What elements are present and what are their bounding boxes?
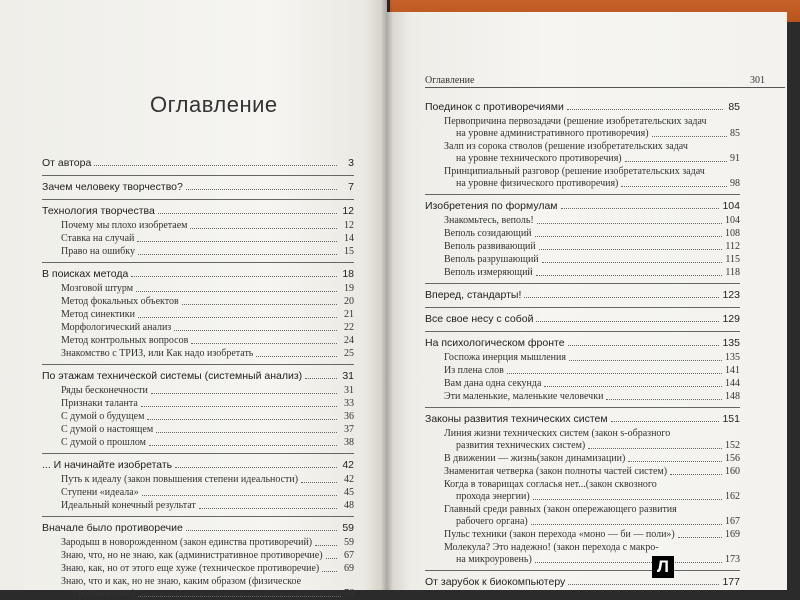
toc-section[interactable]: Метод синектики 21 (61, 309, 354, 320)
toc-chapter[interactable]: Вперед, стандарты! 123 (425, 283, 740, 303)
toc-section[interactable]: В движении — жизнь(закон динамизации) 156 (444, 453, 740, 464)
toc-heading: Оглавление (150, 92, 278, 117)
toc-section[interactable]: Веполь разрушающий 115 (444, 254, 740, 265)
watermark-logo-icon: Л (652, 556, 674, 578)
toc-section[interactable]: Ступени «идеала» 45 (61, 487, 354, 498)
toc-chapter[interactable]: От автора 3 (42, 157, 354, 169)
toc-section[interactable]: С думой о будущем 36 (61, 411, 354, 422)
toc-section[interactable]: Эти маленькие, маленькие человечки 148 (444, 391, 740, 402)
toc-section[interactable]: Морфологический анализ 22 (61, 322, 354, 333)
toc-chapter[interactable]: От зарубок к биокомпьютеру 177 (425, 570, 740, 590)
toc-section-multiline[interactable]: Когда в товарищах согласья нет...(закон сквозного прохода энергии) 162 (444, 479, 740, 502)
toc-section[interactable]: С думой о настоящем 37 (61, 424, 354, 435)
toc-chapter[interactable]: Все свое несу с собой 129 (425, 307, 740, 327)
toc-chapter[interactable]: Технология творчества 12 (42, 199, 354, 219)
toc-chapter[interactable]: ... И начинайте изобретать 42 (42, 453, 354, 473)
toc-section[interactable]: Знакомьтесь, веполь! 104 (444, 215, 740, 226)
toc-section[interactable]: Знаю, как, но от этого еще хуже (техническое противоречие) 69 (61, 563, 354, 574)
toc-section[interactable]: Почему мы плохо изобретаем 12 (61, 220, 354, 231)
toc-chapter[interactable]: Вначале было противоречие 59 (42, 516, 354, 536)
toc-section[interactable]: Пульс техники (закон перехода «моно — би — поли») 169 (444, 529, 740, 540)
toc-left-list (42, 152, 354, 600)
toc-section[interactable]: Веполь развивающий 112 (444, 241, 740, 252)
toc-section-multiline[interactable]: Принципиальный разговор (решение изобретательских задач на уровне физического противоречия) 98 (444, 166, 740, 189)
toc-section-multiline[interactable]: Главный среди равных (закон опережающего развития рабочего органа) 167 (444, 504, 740, 527)
toc-right-list (425, 96, 740, 590)
toc-section[interactable]: Из плена слов 141 (444, 365, 740, 376)
toc-section-multiline[interactable]: Знаю, что и как, но не знаю, каким образом (физическое противоречие) 76 (61, 576, 354, 599)
toc-section[interactable]: С думой о прошлом 38 (61, 437, 354, 448)
toc-section[interactable]: Мозговой штурм 19 (61, 283, 354, 294)
toc-chapter[interactable]: На психологическом фронте 135 (425, 331, 740, 351)
toc-section[interactable]: Ряды бесконечности 31 (61, 385, 354, 396)
toc-chapter[interactable]: Законы развития технических систем 151 (425, 407, 740, 427)
toc-section[interactable]: Знакомство с ТРИЗ, или Как надо изобретать 25 (61, 348, 354, 359)
page-number: 301 (750, 75, 765, 86)
toc-section[interactable]: Вам дана одна секунда 144 (444, 378, 740, 389)
toc-section[interactable]: Признаки таланта 33 (61, 398, 354, 409)
toc-chapter[interactable]: В поисках метода 18 (42, 262, 354, 282)
toc-section-multiline[interactable]: Залп из сорока стволов (решение изобретательских задач на уровне технического противоречия) 91 (444, 141, 740, 164)
running-head (425, 75, 785, 88)
toc-section[interactable]: Знаменитая четверка (закон полноты частей систем) 160 (444, 466, 740, 477)
toc-section[interactable]: Метод фокальных объектов 20 (61, 296, 354, 307)
toc-section[interactable]: Зародыш в новорожденном (закон единства противоречий) 59 (61, 537, 354, 548)
toc-chapter[interactable]: Зачем человеку творчество? 7 (42, 175, 354, 195)
toc-section[interactable]: Идеальный конечный результат 48 (61, 500, 354, 511)
book-spine-shadow (381, 0, 393, 590)
toc-section[interactable]: Госпожа инерция мышления 135 (444, 352, 740, 363)
toc-chapter[interactable]: По этажам технической системы (системный анализ) 31 (42, 364, 354, 384)
toc-section-multiline[interactable]: Первопричина первозадачи (решение изобретательских задач на уровне административного противоречия) 85 (444, 116, 740, 139)
toc-section-multiline[interactable]: Молекула? Это надежно! (закон перехода с макро- на микроуровень) 173 (444, 542, 740, 565)
running-head-title: Оглавление (425, 75, 475, 86)
toc-section-multiline[interactable]: Линия жизни технических систем (закон s-образного развития технических систем) 152 (444, 428, 740, 451)
toc-section[interactable]: Право на ошибку 15 (61, 246, 354, 257)
toc-section[interactable]: Метод контрольных вопросов 24 (61, 335, 354, 346)
toc-section[interactable]: Веполь измеряющий 118 (444, 267, 740, 278)
toc-section[interactable]: Знаю, что, но не знаю, как (административное противоречие) 67 (61, 550, 354, 561)
toc-section[interactable]: Ставка на случай 14 (61, 233, 354, 244)
toc-section[interactable]: Веполь созидающий 108 (444, 228, 740, 239)
toc-chapter[interactable]: Поединок с противоречиями 85 (425, 101, 740, 113)
toc-chapter[interactable]: Изобретения по формулам 104 (425, 194, 740, 214)
toc-section[interactable]: Путь к идеалу (закон повышения степени идеальности) 42 (61, 474, 354, 485)
